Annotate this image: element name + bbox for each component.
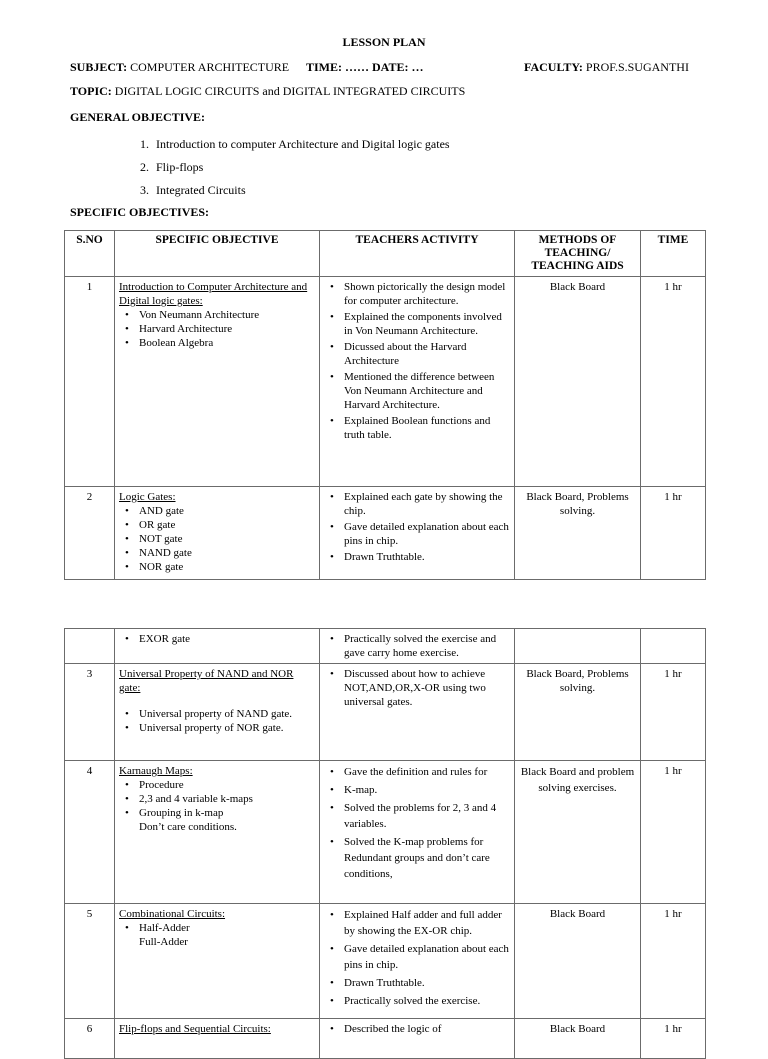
row-sno: 4 bbox=[65, 761, 115, 904]
list-item: • Solved the problems for 2, 3 and 4 variables. bbox=[344, 800, 510, 832]
list-item: • Gave detailed explanation about each pins in chip. bbox=[344, 941, 510, 973]
row-sno: 2 bbox=[65, 487, 115, 580]
table-row bbox=[65, 664, 706, 761]
row-methods: Black Board bbox=[515, 277, 641, 487]
general-objective-item: 2. Flip-flops bbox=[140, 160, 204, 174]
objective-extra: Don’t care conditions. bbox=[139, 821, 237, 833]
specific-objectives-heading: SPECIFIC OBJECTIVES: bbox=[70, 205, 210, 219]
row-activity bbox=[320, 761, 515, 904]
list-item: • EXOR gate bbox=[139, 632, 315, 646]
list-item: • Practically solved the exercise. bbox=[344, 993, 510, 1009]
faculty-value: PROF.S.SUGANTHI bbox=[585, 60, 689, 74]
list-item: • Universal property of NOR gate. bbox=[139, 721, 315, 735]
row-objective bbox=[115, 629, 320, 664]
subject-value: COMPUTER ARCHITECTURE bbox=[130, 60, 290, 74]
list-item: • Dicussed about the Harvard Architecture bbox=[344, 340, 510, 368]
page-title: LESSON PLAN bbox=[342, 35, 426, 49]
activity-list bbox=[324, 490, 510, 564]
objective-list bbox=[119, 308, 315, 350]
objective-list bbox=[119, 778, 315, 820]
table-row bbox=[65, 904, 706, 1019]
objective-extra: Full-Adder bbox=[139, 936, 188, 948]
row-activity bbox=[320, 664, 515, 761]
list-item: • NOR gate bbox=[139, 560, 315, 574]
row-time bbox=[641, 629, 706, 664]
row-objective bbox=[115, 487, 320, 580]
activity-list bbox=[324, 1022, 510, 1036]
row-sno bbox=[65, 629, 115, 664]
row-time: 1 hr bbox=[641, 1019, 706, 1059]
column-header-activity: TEACHERS ACTIVITY bbox=[320, 231, 515, 277]
list-item: • Explained Boolean functions and truth table. bbox=[344, 414, 510, 442]
subject-label: SUBJECT: bbox=[70, 60, 128, 74]
row-time: 1 hr bbox=[641, 904, 706, 1019]
general-objective-heading: GENERAL OBJECTIVE: bbox=[70, 110, 206, 124]
activity-list bbox=[324, 280, 510, 442]
objective-title: Introduction to Computer Architecture and Digital logic gates: bbox=[119, 281, 308, 307]
list-item: • Procedure bbox=[139, 778, 315, 792]
subject-line bbox=[70, 60, 289, 75]
row-methods: Black Board and problem solving exercises. bbox=[515, 761, 641, 904]
objective-title: Logic Gates: bbox=[119, 491, 176, 503]
row-time: 1 hr bbox=[641, 277, 706, 487]
row-activity bbox=[320, 1019, 515, 1059]
topic-value: DIGITAL LOGIC CIRCUITS and DIGITAL INTEGRATED CIRCUITS bbox=[114, 84, 466, 98]
list-item: • Explained the components involved in Von Neumann Architecture. bbox=[344, 310, 510, 338]
list-item: • K-map. bbox=[344, 782, 510, 798]
list-item: • Solved the K-map problems for Redundant groups and don’t care conditions, bbox=[344, 834, 510, 882]
row-sno: 3 bbox=[65, 664, 115, 761]
list-item: • Von Neumann Architecture bbox=[139, 308, 315, 322]
row-sno: 1 bbox=[65, 277, 115, 487]
activity-list bbox=[324, 667, 510, 709]
column-header-sno: S.NO bbox=[65, 231, 115, 277]
table-row bbox=[65, 277, 706, 487]
list-item: • Explained each gate by showing the chip. bbox=[344, 490, 510, 518]
date-label: DATE: … bbox=[372, 60, 424, 74]
activity-list bbox=[324, 907, 510, 1009]
topic-label: TOPIC: bbox=[70, 84, 112, 98]
list-item: • Gave detailed explanation about each pins in chip. bbox=[344, 520, 510, 548]
row-activity bbox=[320, 904, 515, 1019]
list-item: • Gave the definition and rules for bbox=[344, 764, 510, 780]
objective-title: Karnaugh Maps: bbox=[119, 765, 193, 777]
list-item: • Harvard Architecture bbox=[139, 322, 315, 336]
row-time: 1 hr bbox=[641, 761, 706, 904]
general-objectives-list bbox=[140, 136, 450, 205]
list-item: • Drawn Truthtable. bbox=[344, 550, 510, 564]
column-header-time: TIME bbox=[641, 231, 706, 277]
objective-list bbox=[119, 707, 315, 735]
objective-title: Combinational Circuits: bbox=[119, 908, 226, 920]
row-methods: Black Board, Problems solving. bbox=[515, 487, 641, 580]
table-header-row bbox=[65, 231, 706, 277]
row-activity bbox=[320, 487, 515, 580]
faculty-line bbox=[524, 60, 689, 75]
list-item: • Grouping in k-map bbox=[139, 806, 315, 820]
list-item: • AND gate bbox=[139, 504, 315, 518]
list-item: • Shown pictorically the design model for computer architecture. bbox=[344, 280, 510, 308]
faculty-label: FACULTY: bbox=[524, 60, 583, 74]
list-item: • Practically solved the exercise and gave carry home exercise. bbox=[344, 632, 510, 660]
topic-line bbox=[70, 84, 465, 99]
list-item: • NOT gate bbox=[139, 532, 315, 546]
list-item: • Described the logic of bbox=[344, 1022, 510, 1036]
row-objective bbox=[115, 277, 320, 487]
list-item: • Drawn Truthtable. bbox=[344, 975, 510, 991]
row-methods: Black Board bbox=[515, 1019, 641, 1059]
row-activity bbox=[320, 629, 515, 664]
objective-title: Universal Property of NAND and NOR gate: bbox=[119, 668, 294, 694]
list-item: • Half-Adder bbox=[139, 921, 315, 935]
list-item: • Mentioned the difference between Von Neumann Architecture and Harvard Architecture. bbox=[344, 370, 510, 412]
row-methods: Black Board, Problems solving. bbox=[515, 664, 641, 761]
column-header-objective: SPECIFIC OBJECTIVE bbox=[115, 231, 320, 277]
row-objective bbox=[115, 664, 320, 761]
general-objective-item: 1. Introduction to computer Architecture and Digital logic gates bbox=[140, 137, 450, 151]
list-item: • NAND gate bbox=[139, 546, 315, 560]
table-row bbox=[65, 629, 706, 664]
row-methods bbox=[515, 629, 641, 664]
table-row bbox=[65, 487, 706, 580]
objective-list bbox=[119, 632, 315, 646]
column-header-methods: METHODS OF TEACHING/ TEACHING AIDS bbox=[515, 231, 641, 277]
row-sno: 6 bbox=[65, 1019, 115, 1059]
table-row bbox=[65, 1019, 706, 1059]
list-item: • Discussed about how to achieve NOT,AND,OR,X-OR using two universal gates. bbox=[344, 667, 510, 709]
row-objective bbox=[115, 761, 320, 904]
list-item: • Boolean Algebra bbox=[139, 336, 315, 350]
row-objective bbox=[115, 1019, 320, 1059]
lesson-plan-table-continued bbox=[64, 628, 706, 1059]
list-item: • OR gate bbox=[139, 518, 315, 532]
time-label: TIME: …… bbox=[306, 60, 369, 74]
row-methods: Black Board bbox=[515, 904, 641, 1019]
list-item: • 2,3 and 4 variable k-maps bbox=[139, 792, 315, 806]
row-time: 1 hr bbox=[641, 664, 706, 761]
table-row bbox=[65, 761, 706, 904]
general-objective-item: 3. Integrated Circuits bbox=[140, 183, 246, 197]
activity-list bbox=[324, 632, 510, 660]
activity-list bbox=[324, 764, 510, 882]
list-item: • Universal property of NAND gate. bbox=[139, 707, 315, 721]
row-sno: 5 bbox=[65, 904, 115, 1019]
row-time: 1 hr bbox=[641, 487, 706, 580]
row-objective bbox=[115, 904, 320, 1019]
lesson-plan-table bbox=[64, 230, 706, 580]
objective-list bbox=[119, 921, 315, 935]
row-activity bbox=[320, 277, 515, 487]
objective-list bbox=[119, 504, 315, 574]
objective-title: Flip-flops and Sequential Circuits: bbox=[119, 1023, 271, 1035]
list-item: • Explained Half adder and full adder by showing the EX-OR chip. bbox=[344, 907, 510, 939]
